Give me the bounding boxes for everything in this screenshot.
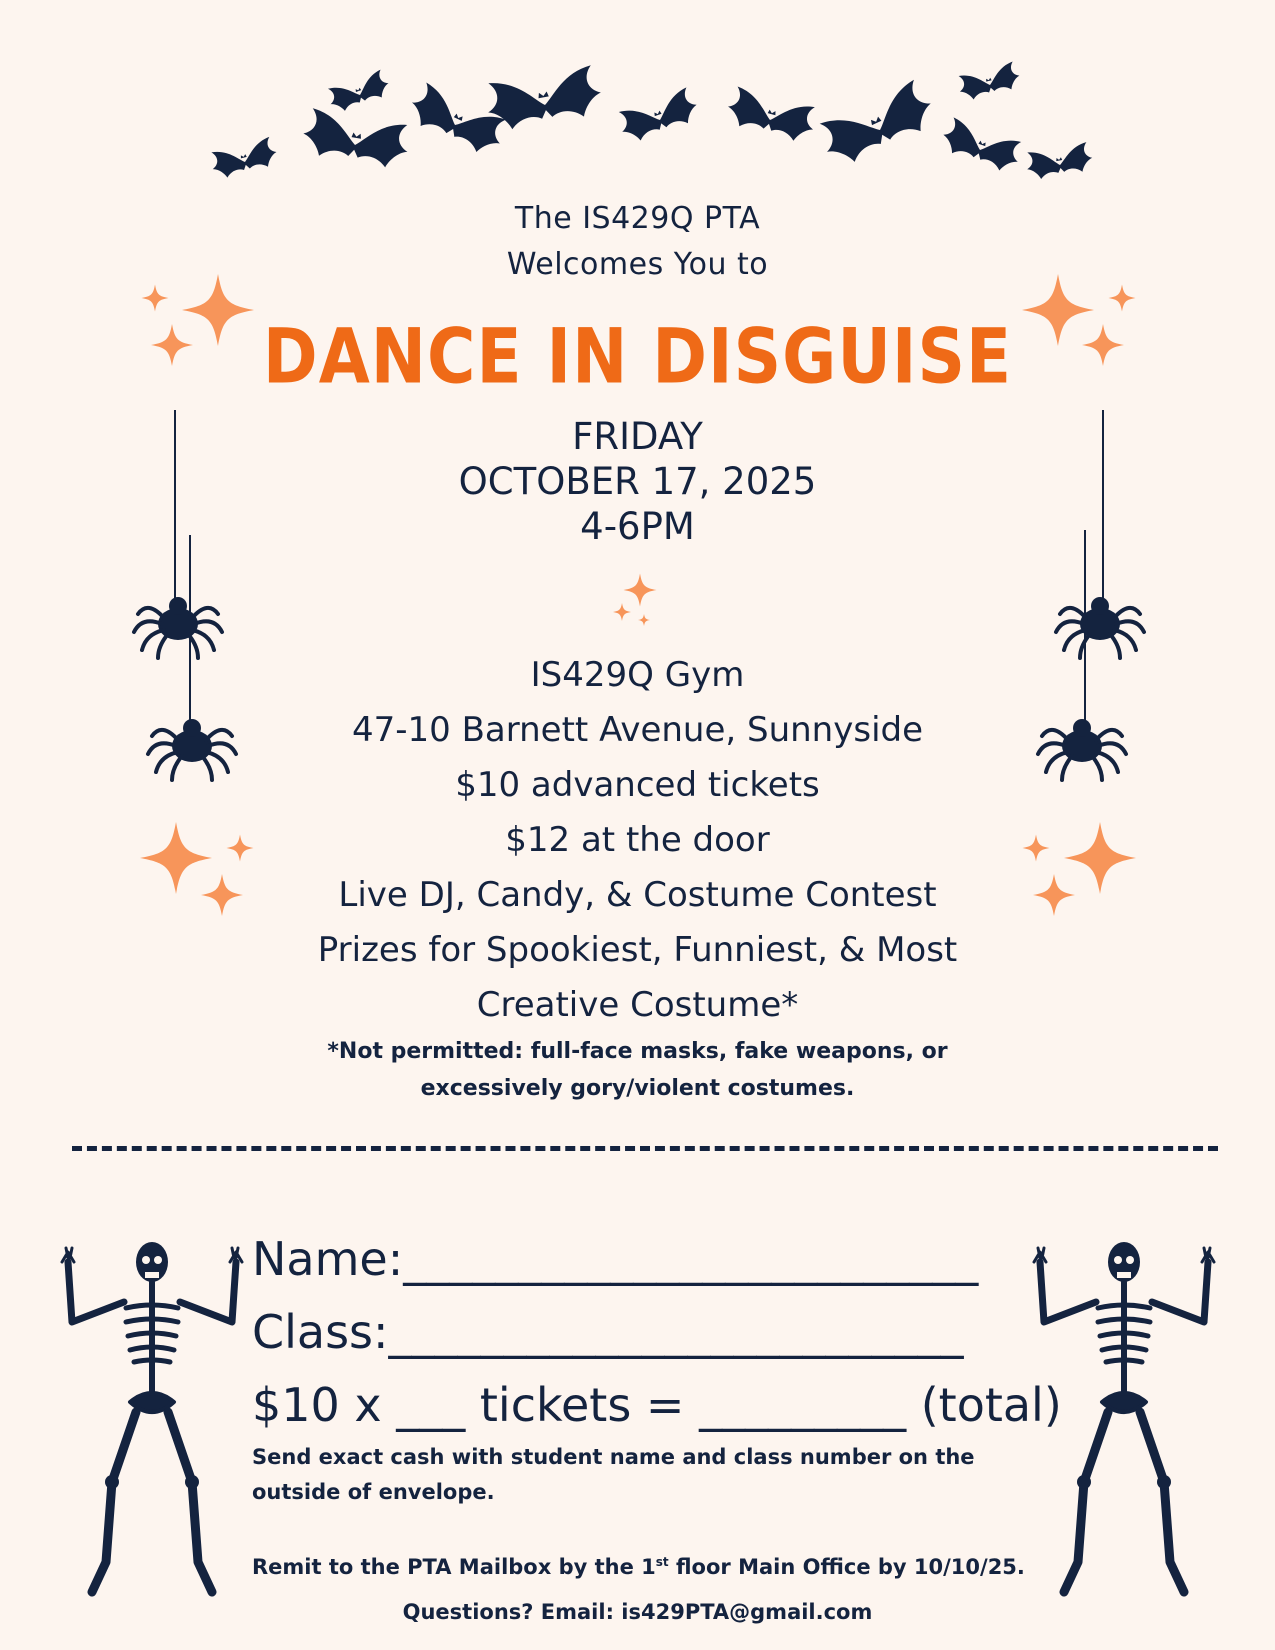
name-field[interactable]: Name:_________________________ (252, 1232, 979, 1286)
detail-prizes: Prizes for Spookiest, Funniest, & Most (317, 930, 958, 970)
event-details (0, 648, 1275, 1033)
payment-instructions: Send exact cash with student name and class number on the outside of envelope. (252, 1445, 975, 1504)
detail-door-price: $12 at the door (505, 820, 770, 860)
detail-address: 47-10 Barnett Avenue, Sunnyside (351, 710, 924, 750)
tickets-total-field[interactable]: $10 x ___ tickets = _________ (total) (252, 1378, 1062, 1432)
class-field[interactable]: Class:_________________________ (252, 1305, 964, 1359)
intro-text (0, 196, 1275, 288)
event-title: DANCE IN DISGUISE (262, 312, 1013, 401)
bat-icon (208, 61, 1094, 181)
costume-rules-note (0, 1033, 1275, 1107)
cut-line-divider (72, 1146, 1218, 1151)
remit-text-end: floor Main Office by 10/10/25. (668, 1555, 1025, 1579)
detail-advance-price: $10 advanced tickets (455, 765, 820, 805)
ordinal-suffix: st (655, 1555, 669, 1569)
remit-text: Remit to the PTA Mailbox by the 1 (252, 1555, 656, 1579)
questions-email: Questions? Email: is429PTA@gmail.com (402, 1600, 873, 1624)
pta-line: The IS429Q PTA (514, 201, 761, 236)
detail-activities: Live DJ, Candy, & Costume Contest (338, 875, 937, 915)
event-day: FRIDAY (572, 415, 703, 458)
detail-location: IS429Q Gym (530, 655, 745, 695)
detail-prizes-cont: Creative Costume* (476, 985, 799, 1025)
event-time: 4-6PM (580, 505, 695, 548)
remit-instructions (252, 1545, 1052, 1585)
note-line: excessively gory/violent costumes. (420, 1076, 855, 1101)
note-line: *Not permitted: full-face masks, fake weapons, or (327, 1039, 948, 1064)
event-datetime (0, 414, 1275, 549)
welcome-line: Welcomes You to (506, 247, 769, 282)
event-date: OCTOBER 17, 2025 (458, 460, 817, 503)
